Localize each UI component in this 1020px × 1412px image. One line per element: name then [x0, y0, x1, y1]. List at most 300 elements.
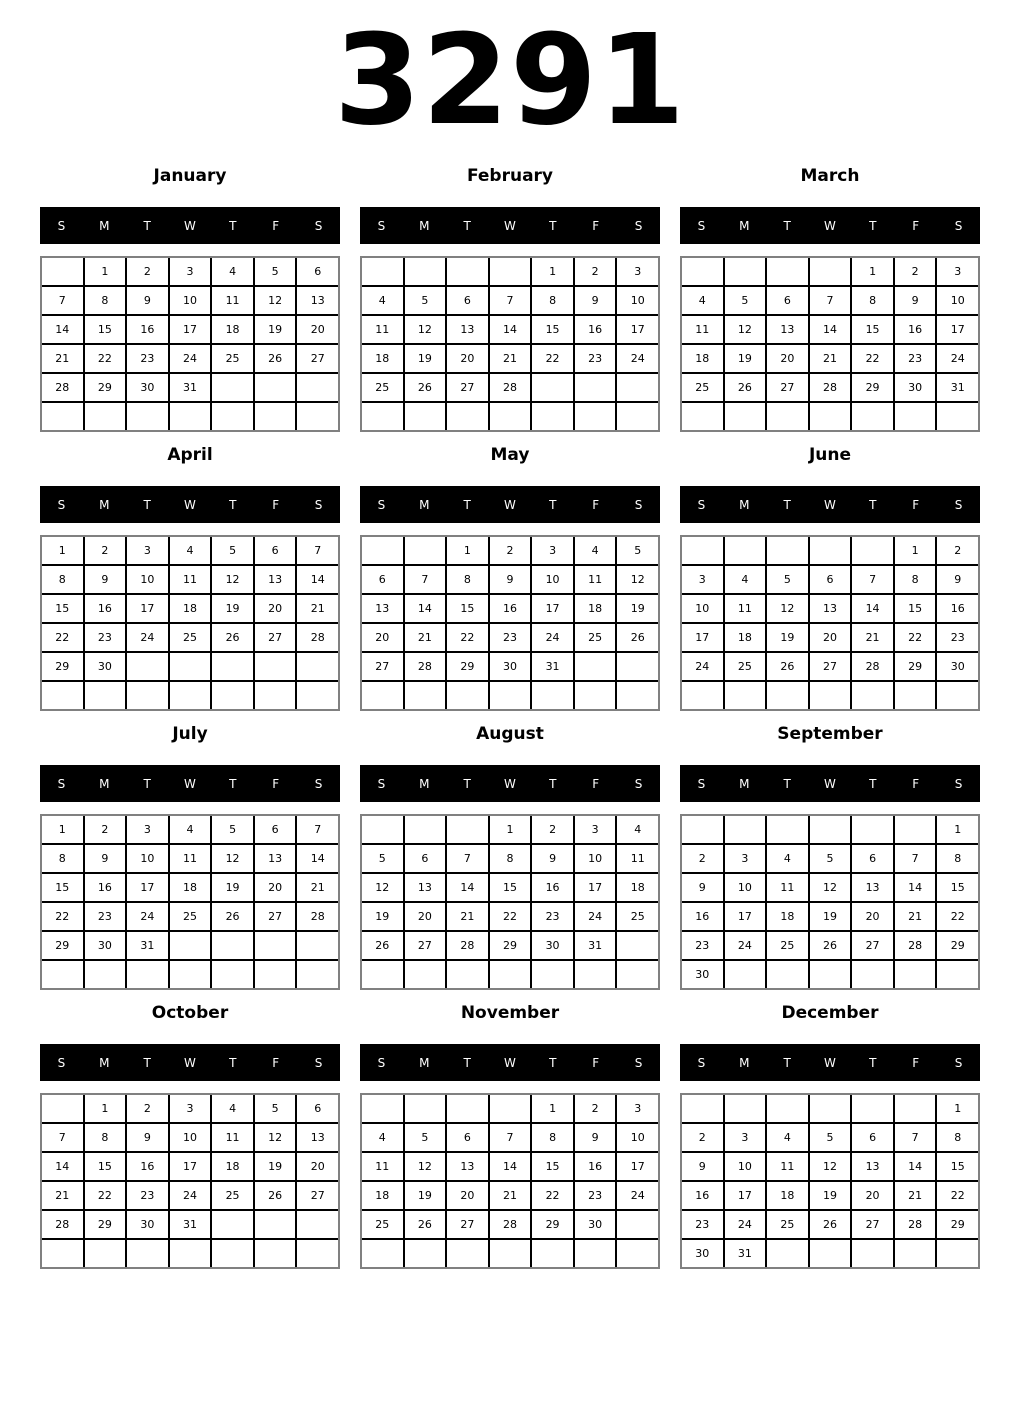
day-cell: 27 — [405, 932, 446, 959]
day-cell: 6 — [297, 258, 338, 285]
weekday-label: M — [99, 218, 110, 233]
day-cell: 29 — [85, 1211, 126, 1238]
day-cell: 21 — [297, 595, 338, 622]
day-cell: 29 — [895, 653, 936, 680]
weekday-label: S — [314, 1055, 323, 1070]
weekday-label: S — [697, 497, 706, 512]
day-cell — [852, 537, 893, 564]
day-cell: 1 — [937, 816, 978, 843]
month-block — [360, 165, 660, 432]
day-cell — [575, 682, 616, 709]
month-block — [40, 1002, 340, 1269]
day-cell: 15 — [532, 316, 573, 343]
day-cell — [617, 1211, 658, 1238]
day-cell: 12 — [212, 845, 253, 872]
day-cell: 7 — [297, 537, 338, 564]
day-cell: 4 — [212, 258, 253, 285]
day-cell — [490, 682, 531, 709]
month-block — [680, 165, 980, 432]
day-cell — [682, 537, 723, 564]
weekday-label: M — [99, 776, 110, 791]
day-cell: 8 — [447, 566, 488, 593]
day-cell: 25 — [212, 345, 253, 372]
months-grid — [0, 165, 1020, 1269]
day-cell: 18 — [575, 595, 616, 622]
day-cell: 14 — [895, 874, 936, 901]
day-cell: 1 — [490, 816, 531, 843]
day-cell: 7 — [852, 566, 893, 593]
month-title: July — [172, 724, 208, 744]
day-cell: 19 — [725, 345, 766, 372]
day-cell — [42, 1095, 83, 1122]
weekday-label: S — [314, 776, 323, 791]
day-cell — [490, 1095, 531, 1122]
day-cell: 3 — [682, 566, 723, 593]
day-cell — [362, 258, 403, 285]
day-cell: 12 — [810, 1153, 851, 1180]
day-cell: 20 — [405, 903, 446, 930]
weekday-label: T — [783, 776, 791, 791]
day-cell: 29 — [42, 932, 83, 959]
day-cell: 18 — [725, 624, 766, 651]
day-cell: 22 — [447, 624, 488, 651]
day-cell — [895, 1240, 936, 1267]
day-cell — [810, 961, 851, 988]
day-cell: 31 — [170, 1211, 211, 1238]
day-cell: 5 — [212, 537, 253, 564]
day-cell — [362, 682, 403, 709]
day-cell: 14 — [490, 1153, 531, 1180]
day-cell: 13 — [362, 595, 403, 622]
day-cell: 27 — [297, 345, 338, 372]
day-cell — [297, 961, 338, 988]
weekday-label: F — [912, 218, 920, 233]
day-cell: 22 — [937, 1182, 978, 1209]
day-cell: 18 — [362, 345, 403, 372]
day-cell: 5 — [255, 258, 296, 285]
day-cell — [255, 653, 296, 680]
day-cell: 19 — [405, 345, 446, 372]
weekday-label: T — [869, 1055, 877, 1070]
day-cell — [532, 961, 573, 988]
day-cell: 31 — [575, 932, 616, 959]
day-cell — [362, 961, 403, 988]
day-cell: 23 — [532, 903, 573, 930]
day-cell — [297, 932, 338, 959]
day-cell — [170, 403, 211, 430]
day-cell: 27 — [447, 374, 488, 401]
day-cell: 15 — [42, 874, 83, 901]
day-cell: 21 — [810, 345, 851, 372]
day-cell — [42, 403, 83, 430]
day-cell: 3 — [127, 537, 168, 564]
day-cell: 6 — [255, 537, 296, 564]
day-cell: 5 — [725, 287, 766, 314]
day-cell: 1 — [85, 258, 126, 285]
day-cell — [937, 682, 978, 709]
day-cell: 7 — [405, 566, 446, 593]
day-cell: 16 — [682, 1182, 723, 1209]
day-cell: 28 — [447, 932, 488, 959]
month-block — [40, 723, 340, 990]
day-cell: 24 — [127, 903, 168, 930]
weekday-label: W — [184, 776, 196, 791]
day-cell — [447, 1095, 488, 1122]
day-cell — [810, 1095, 851, 1122]
day-cell: 26 — [617, 624, 658, 651]
day-cell: 30 — [895, 374, 936, 401]
day-cell: 2 — [937, 537, 978, 564]
day-cell: 19 — [767, 624, 808, 651]
weekday-header-bar — [40, 765, 340, 802]
day-cell: 9 — [85, 845, 126, 872]
day-cell: 15 — [937, 874, 978, 901]
day-cell: 16 — [575, 316, 616, 343]
day-cell — [682, 403, 723, 430]
weekday-label: S — [57, 776, 66, 791]
day-cell: 6 — [810, 566, 851, 593]
month-day-grid — [680, 814, 980, 990]
day-cell: 26 — [212, 903, 253, 930]
weekday-label: S — [954, 776, 963, 791]
weekday-label: S — [377, 1055, 386, 1070]
day-cell: 12 — [255, 1124, 296, 1151]
day-cell: 2 — [682, 845, 723, 872]
day-cell: 15 — [937, 1153, 978, 1180]
weekday-label: S — [377, 497, 386, 512]
day-cell — [42, 961, 83, 988]
day-cell: 16 — [127, 1153, 168, 1180]
weekday-label: M — [739, 218, 750, 233]
day-cell: 5 — [405, 287, 446, 314]
day-cell: 6 — [852, 845, 893, 872]
day-cell: 22 — [42, 903, 83, 930]
weekday-label: T — [869, 497, 877, 512]
day-cell: 18 — [170, 874, 211, 901]
day-cell — [447, 403, 488, 430]
day-cell: 20 — [255, 595, 296, 622]
day-cell — [362, 1095, 403, 1122]
day-cell: 9 — [895, 287, 936, 314]
day-cell — [127, 403, 168, 430]
day-cell: 2 — [575, 1095, 616, 1122]
day-cell: 11 — [362, 316, 403, 343]
day-cell: 12 — [405, 316, 446, 343]
day-cell: 12 — [810, 874, 851, 901]
day-cell: 14 — [405, 595, 446, 622]
day-cell: 16 — [127, 316, 168, 343]
weekday-label: T — [229, 218, 237, 233]
day-cell: 1 — [895, 537, 936, 564]
day-cell — [810, 258, 851, 285]
weekday-label: S — [634, 218, 643, 233]
weekday-label: F — [592, 776, 600, 791]
day-cell: 10 — [617, 1124, 658, 1151]
day-cell: 21 — [490, 345, 531, 372]
day-cell: 25 — [682, 374, 723, 401]
day-cell — [297, 374, 338, 401]
day-cell: 19 — [810, 1182, 851, 1209]
day-cell: 13 — [852, 874, 893, 901]
day-cell: 21 — [490, 1182, 531, 1209]
day-cell: 25 — [767, 1211, 808, 1238]
day-cell: 2 — [682, 1124, 723, 1151]
weekday-label: M — [419, 218, 430, 233]
day-cell: 8 — [42, 845, 83, 872]
day-cell — [937, 403, 978, 430]
weekday-label: S — [57, 497, 66, 512]
weekday-label: S — [314, 497, 323, 512]
day-cell: 21 — [895, 903, 936, 930]
day-cell — [810, 537, 851, 564]
day-cell: 7 — [490, 1124, 531, 1151]
day-cell: 12 — [405, 1153, 446, 1180]
day-cell — [810, 403, 851, 430]
day-cell: 27 — [297, 1182, 338, 1209]
day-cell: 15 — [85, 316, 126, 343]
day-cell: 27 — [810, 653, 851, 680]
day-cell: 22 — [895, 624, 936, 651]
day-cell: 10 — [170, 1124, 211, 1151]
day-cell: 21 — [297, 874, 338, 901]
month-day-grid — [360, 814, 660, 990]
weekday-label: M — [99, 497, 110, 512]
day-cell: 5 — [617, 537, 658, 564]
day-cell — [617, 1240, 658, 1267]
day-cell — [447, 258, 488, 285]
day-cell — [297, 403, 338, 430]
day-cell: 1 — [42, 816, 83, 843]
day-cell: 14 — [447, 874, 488, 901]
day-cell — [852, 816, 893, 843]
day-cell — [725, 403, 766, 430]
day-cell: 28 — [895, 1211, 936, 1238]
weekday-label: T — [143, 218, 151, 233]
day-cell: 26 — [212, 624, 253, 651]
day-cell — [255, 1240, 296, 1267]
day-cell — [405, 537, 446, 564]
month-title: February — [466, 166, 554, 186]
day-cell: 23 — [85, 624, 126, 651]
day-cell: 13 — [447, 1153, 488, 1180]
day-cell — [682, 258, 723, 285]
day-cell: 19 — [810, 903, 851, 930]
day-cell: 24 — [532, 624, 573, 651]
day-cell: 24 — [937, 345, 978, 372]
day-cell: 20 — [852, 903, 893, 930]
day-cell: 15 — [532, 1153, 573, 1180]
day-cell: 6 — [447, 1124, 488, 1151]
day-cell: 26 — [767, 653, 808, 680]
weekday-label: M — [739, 1055, 750, 1070]
day-cell: 19 — [255, 1153, 296, 1180]
weekday-label: S — [377, 218, 386, 233]
day-cell — [575, 1240, 616, 1267]
weekday-label: F — [912, 1055, 920, 1070]
day-cell: 19 — [212, 874, 253, 901]
day-cell: 22 — [532, 1182, 573, 1209]
day-cell — [617, 374, 658, 401]
day-cell — [42, 1240, 83, 1267]
day-cell: 23 — [127, 1182, 168, 1209]
day-cell: 17 — [127, 874, 168, 901]
day-cell — [767, 816, 808, 843]
day-cell: 13 — [297, 287, 338, 314]
day-cell: 13 — [852, 1153, 893, 1180]
weekday-label: T — [463, 497, 471, 512]
day-cell: 21 — [405, 624, 446, 651]
day-cell: 1 — [447, 537, 488, 564]
day-cell: 16 — [895, 316, 936, 343]
day-cell — [212, 682, 253, 709]
day-cell — [725, 961, 766, 988]
weekday-label: T — [463, 1055, 471, 1070]
day-cell — [895, 1095, 936, 1122]
day-cell — [810, 816, 851, 843]
day-cell: 11 — [617, 845, 658, 872]
day-cell: 30 — [532, 932, 573, 959]
day-cell: 21 — [895, 1182, 936, 1209]
day-cell — [617, 653, 658, 680]
day-cell — [532, 682, 573, 709]
weekday-label: S — [697, 1055, 706, 1070]
day-cell: 3 — [617, 1095, 658, 1122]
day-cell: 31 — [937, 374, 978, 401]
day-cell: 11 — [767, 1153, 808, 1180]
weekday-label: F — [592, 497, 600, 512]
day-cell: 11 — [767, 874, 808, 901]
day-cell: 17 — [170, 316, 211, 343]
day-cell — [682, 682, 723, 709]
day-cell — [297, 682, 338, 709]
day-cell: 2 — [85, 816, 126, 843]
day-cell: 13 — [810, 595, 851, 622]
day-cell: 18 — [682, 345, 723, 372]
day-cell: 18 — [617, 874, 658, 901]
day-cell: 8 — [85, 1124, 126, 1151]
day-cell: 10 — [725, 1153, 766, 1180]
day-cell: 14 — [895, 1153, 936, 1180]
day-cell: 1 — [42, 537, 83, 564]
day-cell: 16 — [937, 595, 978, 622]
day-cell: 22 — [85, 345, 126, 372]
day-cell — [575, 403, 616, 430]
day-cell: 17 — [725, 1182, 766, 1209]
day-cell — [255, 374, 296, 401]
weekday-label: S — [314, 218, 323, 233]
weekday-label: T — [463, 776, 471, 791]
day-cell: 8 — [852, 287, 893, 314]
weekday-label: T — [869, 776, 877, 791]
day-cell: 11 — [725, 595, 766, 622]
day-cell: 26 — [810, 932, 851, 959]
weekday-label: S — [634, 776, 643, 791]
day-cell: 24 — [170, 1182, 211, 1209]
day-cell: 2 — [127, 258, 168, 285]
day-cell: 29 — [447, 653, 488, 680]
month-title: September — [777, 724, 883, 744]
day-cell: 6 — [852, 1124, 893, 1151]
day-cell: 15 — [852, 316, 893, 343]
day-cell: 8 — [85, 287, 126, 314]
day-cell: 14 — [42, 1153, 83, 1180]
day-cell — [297, 1211, 338, 1238]
day-cell: 30 — [127, 374, 168, 401]
day-cell — [362, 1240, 403, 1267]
day-cell — [725, 258, 766, 285]
day-cell: 13 — [297, 1124, 338, 1151]
weekday-label: F — [272, 1055, 280, 1070]
month-day-grid — [40, 535, 340, 711]
day-cell — [895, 816, 936, 843]
day-cell: 26 — [405, 374, 446, 401]
month-day-grid — [360, 535, 660, 711]
day-cell — [532, 403, 573, 430]
day-cell: 7 — [447, 845, 488, 872]
day-cell: 18 — [767, 903, 808, 930]
day-cell: 13 — [255, 845, 296, 872]
weekday-header-bar — [680, 765, 980, 802]
day-cell: 28 — [852, 653, 893, 680]
day-cell: 9 — [682, 1153, 723, 1180]
day-cell — [937, 1240, 978, 1267]
day-cell: 2 — [490, 537, 531, 564]
month-title: August — [476, 724, 544, 744]
day-cell: 17 — [617, 316, 658, 343]
day-cell — [255, 682, 296, 709]
month-day-grid — [40, 814, 340, 990]
day-cell — [490, 961, 531, 988]
weekday-label: W — [824, 218, 836, 233]
day-cell: 7 — [42, 1124, 83, 1151]
day-cell: 23 — [575, 1182, 616, 1209]
day-cell: 13 — [255, 566, 296, 593]
day-cell: 16 — [490, 595, 531, 622]
day-cell: 20 — [362, 624, 403, 651]
day-cell: 28 — [895, 932, 936, 959]
day-cell — [255, 961, 296, 988]
day-cell — [170, 932, 211, 959]
day-cell — [212, 1240, 253, 1267]
day-cell: 29 — [85, 374, 126, 401]
day-cell: 4 — [767, 1124, 808, 1151]
day-cell — [532, 374, 573, 401]
month-title: March — [800, 166, 860, 186]
day-cell — [362, 816, 403, 843]
day-cell — [767, 403, 808, 430]
day-cell: 3 — [725, 1124, 766, 1151]
month-day-grid — [680, 256, 980, 432]
day-cell: 6 — [767, 287, 808, 314]
weekday-label: T — [549, 497, 557, 512]
day-cell: 4 — [617, 816, 658, 843]
day-cell — [212, 1211, 253, 1238]
day-cell: 5 — [810, 845, 851, 872]
day-cell: 25 — [170, 903, 211, 930]
day-cell: 19 — [212, 595, 253, 622]
weekday-label: T — [783, 1055, 791, 1070]
day-cell: 20 — [447, 345, 488, 372]
day-cell: 8 — [532, 287, 573, 314]
day-cell: 29 — [852, 374, 893, 401]
day-cell — [405, 1240, 446, 1267]
day-cell: 30 — [682, 961, 723, 988]
day-cell: 2 — [85, 537, 126, 564]
day-cell — [810, 682, 851, 709]
day-cell: 25 — [725, 653, 766, 680]
month-block — [680, 1002, 980, 1269]
weekday-label: T — [549, 1055, 557, 1070]
